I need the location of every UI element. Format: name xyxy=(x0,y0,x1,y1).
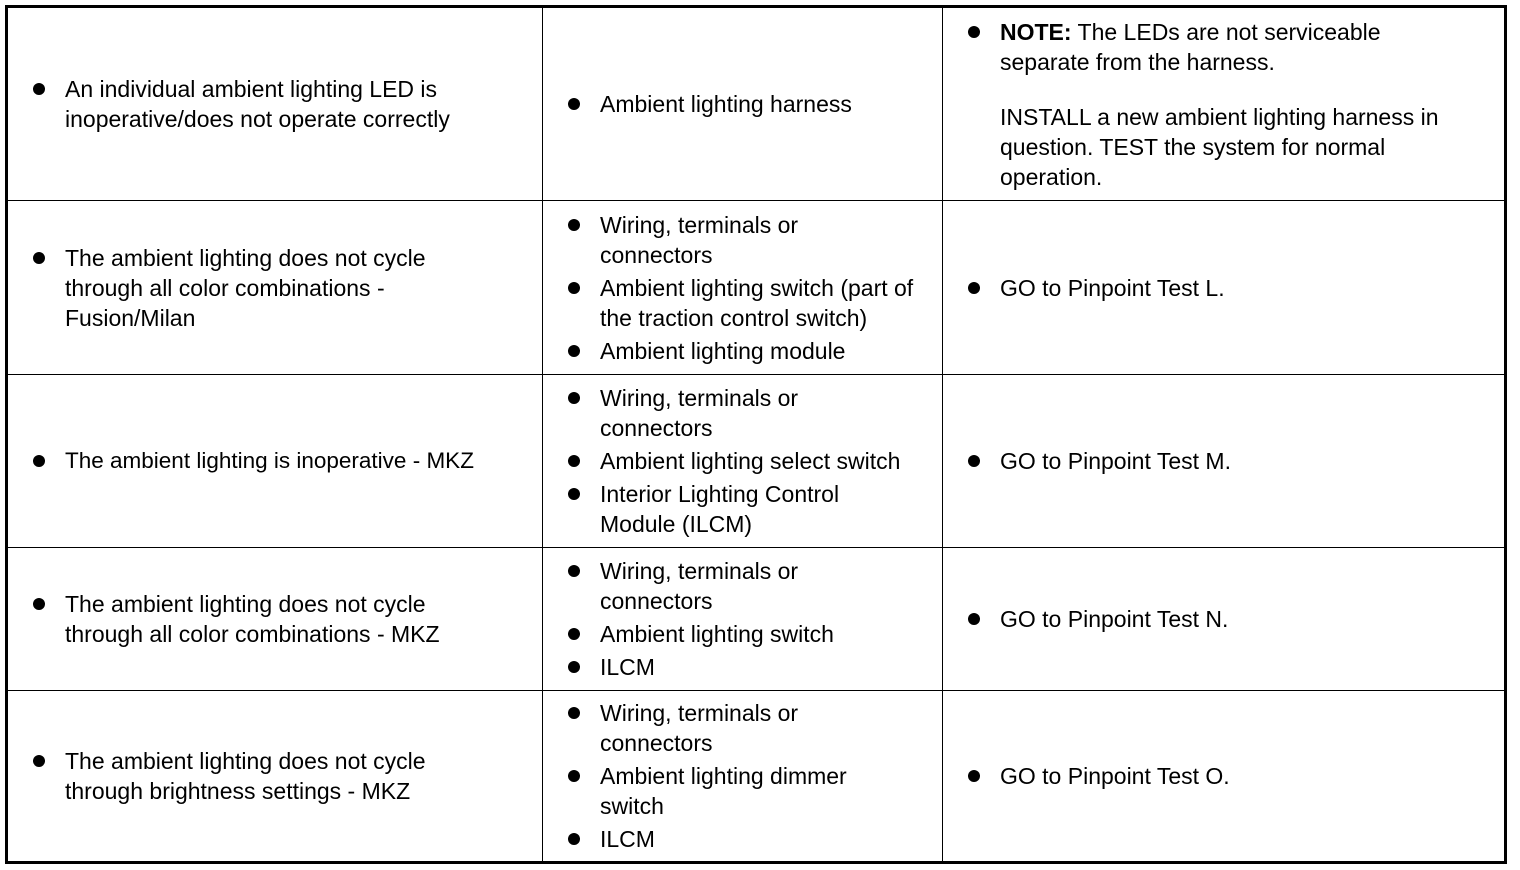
action-item xyxy=(943,446,1507,476)
source-text: Ambient lighting switch (part of the traction control switch) xyxy=(600,274,914,331)
bullet-icon xyxy=(968,282,980,294)
source-cell xyxy=(542,691,942,861)
condition-text: The ambient lighting does not cycle through all color combinations - Fusion/Milan xyxy=(65,244,426,331)
source-item xyxy=(543,273,942,333)
source-text: Ambient lighting switch xyxy=(600,621,834,647)
bullet-icon xyxy=(968,26,980,38)
source-item xyxy=(543,556,942,616)
action-text: GO to Pinpoint Test N. xyxy=(1000,606,1229,632)
bullet-icon xyxy=(568,488,580,500)
source-text: Ambient lighting dimmer switch xyxy=(600,763,847,819)
condition-text: The ambient lighting does not cycle through brightness settings - MKZ xyxy=(65,748,426,804)
bullet-icon xyxy=(968,613,980,625)
source-text: Wiring, terminals or connectors xyxy=(600,558,799,614)
action-cell xyxy=(942,548,1507,690)
bullet-icon xyxy=(568,219,580,231)
source-item xyxy=(543,336,942,366)
table-row xyxy=(8,8,1504,200)
bullet-icon xyxy=(568,98,580,110)
source-text: Ambient lighting harness xyxy=(600,91,852,117)
source-text: Interior Lighting Control Module (ILCM) xyxy=(600,481,840,537)
source-item xyxy=(543,698,942,758)
action-text: GO to Pinpoint Test O. xyxy=(1000,763,1230,789)
action-item xyxy=(943,761,1507,791)
bullet-icon xyxy=(968,770,980,782)
source-cell xyxy=(542,201,942,374)
bullet-icon xyxy=(33,598,45,610)
action-cell xyxy=(942,691,1507,861)
source-text: ILCM xyxy=(600,654,655,680)
action-item xyxy=(943,273,1507,303)
note-paragraph xyxy=(1000,17,1489,77)
condition-cell xyxy=(8,8,542,200)
action-text: INSTALL a new ambient lighting harness in question. TEST the system for normal operation. xyxy=(1000,103,1439,190)
action-text: GO to Pinpoint Test M. xyxy=(1000,448,1231,474)
bullet-icon xyxy=(33,455,45,467)
action-cell xyxy=(942,375,1507,547)
bullet-icon xyxy=(568,661,580,673)
source-text: Ambient lighting select switch xyxy=(600,448,901,474)
bullet-icon xyxy=(33,252,45,264)
source-text: Wiring, terminals or connectors xyxy=(600,385,799,441)
bullet-icon xyxy=(568,345,580,357)
table-row xyxy=(8,200,1504,374)
action-cell xyxy=(942,201,1507,374)
table-row xyxy=(8,374,1504,547)
source-text: Ambient lighting module xyxy=(600,337,846,364)
condition-text: The ambient lighting is inoperative - MKZ xyxy=(65,448,474,473)
source-item xyxy=(543,210,942,270)
source-item xyxy=(543,652,942,682)
condition-cell xyxy=(8,201,542,374)
bullet-icon xyxy=(33,83,45,95)
source-text: ILCM xyxy=(600,826,655,852)
source-cell xyxy=(542,8,942,200)
table-row xyxy=(8,547,1504,690)
source-item xyxy=(543,89,942,119)
bullet-icon xyxy=(968,455,980,467)
condition-item xyxy=(8,589,542,649)
bullet-icon xyxy=(568,707,580,719)
note-label: NOTE: xyxy=(1000,18,1072,45)
source-cell xyxy=(542,548,942,690)
source-item xyxy=(543,761,942,821)
condition-item xyxy=(8,446,542,476)
source-text: Wiring, terminals or connectors xyxy=(600,211,799,268)
diagnostic-table xyxy=(5,5,1507,864)
bullet-icon xyxy=(568,282,580,294)
bullet-icon xyxy=(568,628,580,640)
condition-cell xyxy=(8,691,542,861)
action-item xyxy=(943,604,1507,634)
source-item xyxy=(543,479,942,539)
source-item xyxy=(543,824,942,854)
action-text: GO to Pinpoint Test L. xyxy=(1000,274,1225,301)
note-text: The LEDs are not serviceable separate from the harness. xyxy=(1000,18,1381,75)
table-row xyxy=(8,690,1504,861)
source-cell xyxy=(542,375,942,547)
condition-cell xyxy=(8,548,542,690)
bullet-icon xyxy=(568,392,580,404)
action-item xyxy=(943,17,1507,192)
source-item xyxy=(543,383,942,443)
bullet-icon xyxy=(568,455,580,467)
bullet-icon xyxy=(568,833,580,845)
bullet-icon xyxy=(568,565,580,577)
source-text: Wiring, terminals or connectors xyxy=(600,700,799,756)
source-item xyxy=(543,446,942,476)
condition-item xyxy=(8,243,542,333)
action-cell xyxy=(942,8,1507,200)
bullet-icon xyxy=(33,755,45,767)
bullet-icon xyxy=(568,770,580,782)
condition-cell xyxy=(8,375,542,547)
condition-item xyxy=(8,74,542,134)
source-item xyxy=(543,619,942,649)
condition-text: The ambient lighting does not cycle through all color combinations - MKZ xyxy=(65,591,440,647)
condition-item xyxy=(8,746,542,806)
condition-text: An individual ambient lighting LED is inoperative/does not operate correctly xyxy=(65,76,450,132)
